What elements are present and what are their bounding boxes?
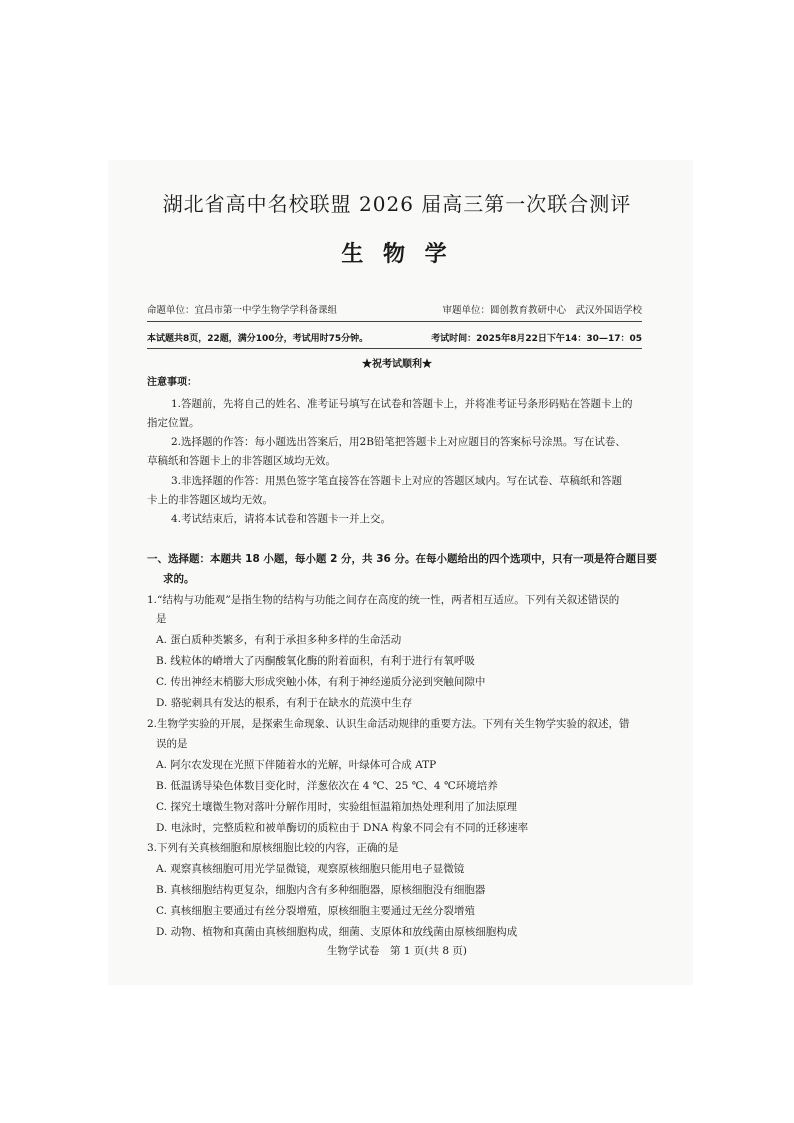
proposer-text: 命题单位：宜昌市第一中学生物学学科备课组	[147, 305, 338, 316]
option-a: A. 阿尔农发现在光照下伴随着水的光解，叶绿体可合成 ATP	[156, 759, 437, 771]
option-d: D. 电泳时，完整质粒和被单酶切的质粒由于 DNA 构象不同会有不同的迁移速率	[156, 822, 529, 834]
option-d: D. 动物、植物和真菌由真核细胞构成，细菌、支原体和放线菌由原核细胞构成	[156, 926, 518, 938]
notes-heading: 注意事项：	[147, 377, 197, 388]
option-a: A. 蛋白质种类繁多，有利于承担多种多样的生命活动	[156, 634, 402, 646]
note-line: 1.答题前，先将自己的姓名、准考证号填写在试卷和答题卡上，并将准考证号条形码贴在答题卡上的	[171, 398, 633, 410]
reviewer-text: 审题单位：圆创教育教研中心 武汉外国语学校	[442, 305, 642, 316]
note-line: 卡上的非答题区域均无效。	[147, 494, 273, 506]
exam-time-text: 考试时间：2025年8月22日下午14：30—17：05	[431, 334, 642, 344]
section-heading: 一、选择题：本题共 18 小题，每小题 2 分，共 36 分。在每小题给出的四个选项中，只有一项是符合题目要	[147, 553, 657, 565]
question-stem: 1.“结构与功能观”是指生物的结构与功能之间存在高度的统一性，两者相互适应。下列有关叙述错误的	[147, 594, 620, 606]
section-heading-cont: 求的。	[163, 573, 195, 585]
exam-info-row	[147, 331, 642, 344]
option-a: A. 观察真核细胞可用光学显微镜，观察原核细胞只能用电子显微镜	[156, 863, 465, 875]
option-b: B. 低温诱导染色体数目变化时，洋葱依次在 4 ℃、25 ℃、4 ℃环境培养	[156, 780, 498, 792]
authoring-info	[147, 302, 642, 316]
good-luck-text: ★祝考试顺利★	[362, 359, 432, 370]
note-line: 3.非选择题的作答：用黑色签字笔直接答在答题卡上对应的答题区域内。写在试卷、草稿纸和答题	[171, 475, 623, 487]
question-stem: 3.下列有关真核细胞和原核细胞比较的内容，正确的是	[147, 842, 399, 854]
page-footer: 生物学试卷 第 1 页(共 8 页)	[327, 945, 467, 957]
option-c: C. 传出神经末梢膨大形成突触小体，有利于神经递质分泌到突触间隙中	[156, 676, 486, 688]
option-d: D. 骆驼刺具有发达的根系，有利于在缺水的荒漠中生存	[156, 697, 413, 709]
note-line: 草稿纸和答题卡上的非答题区域均无效。	[147, 455, 336, 467]
question-stem-cont: 误的是	[156, 738, 188, 750]
question-stem: 2.生物学实验的开展，是探索生命现象、认识生命活动规律的重要方法。下列有关生物学实验的叙述，错	[147, 718, 630, 730]
divider	[147, 321, 642, 322]
note-line: 2.选择题的作答：每小题选出答案后，用2B铅笔把答题卡上对应题目的答案标号涂黑。写在试卷、	[171, 436, 626, 448]
option-b: B. 真核细胞结构更复杂，细胞内含有多种细胞器，原核细胞没有细胞器	[156, 884, 486, 896]
subject-title: 生 物 学	[341, 242, 453, 267]
note-line: 4.考试结束后，请将本试卷和答题卡一并上交。	[171, 513, 392, 525]
option-c: C. 探究土壤微生物对落叶分解作用时，实验组恒温箱加热处理利用了加法原理	[156, 801, 517, 813]
question-stem-cont: 是	[156, 613, 167, 625]
option-b: B. 线粒体的嵴增大了丙酮酸氧化酶的附着面积，有利于进行有氧呼吸	[156, 655, 475, 667]
exam-title: 湖北省高中名校联盟 2026 届高三第一次联合测评	[162, 192, 632, 216]
divider	[147, 348, 642, 349]
option-c: C. 真核细胞主要通过有丝分裂增殖，原核细胞主要通过无丝分裂增殖	[156, 905, 475, 917]
note-line: 指定位置。	[147, 417, 200, 429]
exam-info-text: 本试题共8页，22题，满分100分，考试用时75分钟。	[147, 334, 369, 344]
